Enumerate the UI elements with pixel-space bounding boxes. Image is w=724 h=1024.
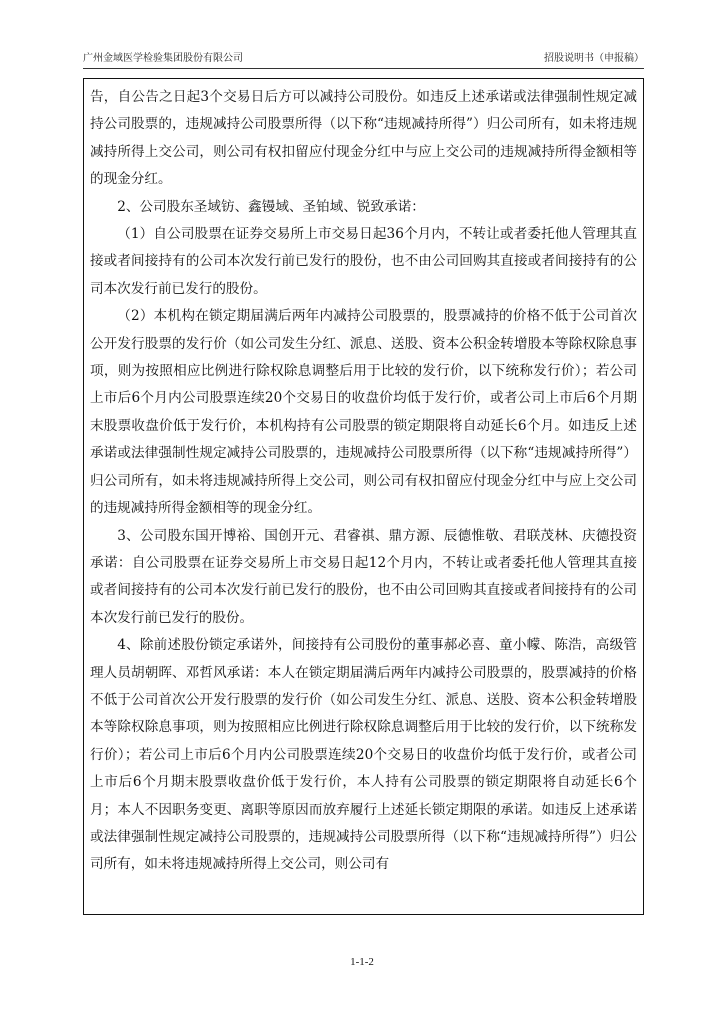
header-company-name: 广州金域医学检验集团股份有限公司 (83, 53, 243, 64)
paragraph-commitment-2-heading: 2、公司股东圣域钫、鑫镘域、圣铂域、锐致承诺： (117, 198, 425, 215)
paragraph-commitment-3: 3、公司股东国开博裕、国创开元、君睿祺、鼎方源、辰德惟敬、君联茂林、庆德投资承诺：自公司股票在证券交易所上市交易日起12个月内，不转让或者委托他人管理其直接或者间接持有的公司本次发行前已发行的股份，也不由公司回购其直接或者间接持有的公司本次发行前已发行的股份。 (90, 527, 637, 626)
content-box (83, 78, 644, 915)
header-document-type: 招股说明书（申报稿） (544, 53, 644, 64)
page-number: 1-1-2 (350, 956, 374, 968)
paragraph-commitment-4: 4、除前述股份锁定承诺外，间接持有公司股份的董事郝必喜、童小幪、陈浩，高级管理人员胡朝晖、邓哲风承诺：本人在锁定期届满后两年内减持公司股票的，股票减持的价格不低于公司首次公开发行股票的发行价（如公司发生分红、派息、送股、资本公积金转增股本等除权除息事项，则为按照相应比例进行除权除息调整后用于比较的发行价，以下统称发行价）；若公司上市后6个月内公司股票连续20个交易日的收盘价均低于发行价，或者公司上市后6个月期末股票收盘价低于发行价，本人持有公司股票的锁定期限将自动延长6个月；本人不因职务变更、离职等原因而放弃履行上述延长锁定期限的承诺。如违反上述承诺或法律强制性规定减持公司股票的，违规减持公司股票所得（以下称“违规减持所得”）归公司所有，如未将违规减持所得上交公司，则公司有 (90, 637, 637, 873)
paragraph-commitment-2-item-1: （1）自公司股票在证券交易所上市交易日起36个月内，不转让或者委托他人管理其直接或者间接持有的公司本次发行前已发行的股份，也不由公司回购其直接或者间接持有的公司本次发行前已发行的股份。 (90, 226, 637, 297)
paragraph-continuation: 告，自公告之日起3个交易日后方可以减持公司股份。如违反上述承诺或法律强制性规定减持公司股票的，违规减持公司股票所得（以下称“违规减持所得”）归公司所有，如未将违规减持所得上交公司，则公司有权扣留应付现金分红中与应上交公司的违规减持所得金额相等的现金分红。 (90, 89, 637, 188)
page-header (83, 52, 644, 69)
paragraph-commitment-2-item-2: （2）本机构在锁定期届满后两年内减持公司股票的，股票减持的价格不低于公司首次公开发行股票的发行价（如公司发生分红、派息、送股、资本公积金转增股本等除权除息事项，则为按照相应比例进行除权除息调整后用于比较的发行价，以下统称发行价）；若公司上市后6个月内公司股票连续20个交易日的收盘价均低于发行价，或者公司上市后6个月期末股票收盘价低于发行价，本机构持有公司股票的锁定期限将自动延长6个月。如违反上述承诺或法律强制性规定减持公司股票的，违规减持公司股票所得（以下称“违规减持所得”）归公司所有，如未将违规减持所得上交公司，则公司有权扣留应付现金分红中与应上交公司的违规减持所得金额相等的现金分红。 (90, 308, 637, 517)
